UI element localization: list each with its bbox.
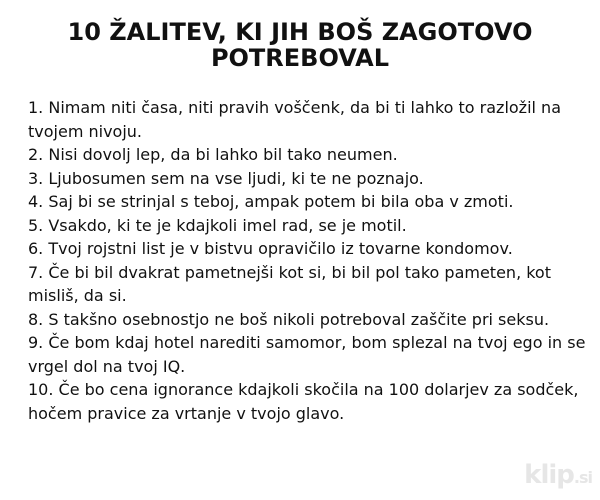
list-item: 6. Tvoj rojstni list je v bistvu opravičilo iz tovarne kondomov.	[28, 239, 513, 258]
page-title: 10 ŽALITEV, KI JIH BOŠ ZAGOTOVO POTREBOVAL	[67, 18, 533, 72]
list-item: 2. Nisi dovolj lep, da bi lahko bil tako neumen.	[28, 145, 398, 164]
list-item: 4. Saj bi se strinjal s teboj, ampak potem bi bila oba v zmoti.	[28, 192, 514, 211]
list-item: 3. Ljubosumen sem na vse ljudi, ki te ne poznajo.	[28, 168, 424, 188]
list-item: 10. Če bo cena ignorance kdajkoli skočila na 100 dolarjev za sodček, hočem pravice za vrtanje v tvojo glavo.	[28, 380, 579, 423]
list-item: 8. S takšno osebnostjo ne boš nikoli potreboval zaščite pri seksu.	[28, 309, 550, 329]
insult-list	[28, 96, 588, 425]
list-item: 1. Nimam niti časa, niti pravih voščenk, da bi ti lahko to razložil na tvojem nivoju.	[28, 98, 561, 141]
watermark-tld: .si	[573, 468, 592, 487]
watermark-brand: klip	[524, 460, 574, 490]
list-item: 5. Vsakdo, ki te je kdajkoli imel rad, se je motil.	[28, 215, 407, 235]
list-item: 9. Če bom kdaj hotel narediti samomor, bom splezal na tvoj ego in se vrgel dol na tvoj IQ.	[28, 333, 586, 376]
klip-watermark-logo	[524, 460, 592, 490]
list-item: 7. Če bi bil dvakrat pametnejši kot si, bi bil pol tako pameten, kot misliš, da si.	[28, 262, 551, 305]
